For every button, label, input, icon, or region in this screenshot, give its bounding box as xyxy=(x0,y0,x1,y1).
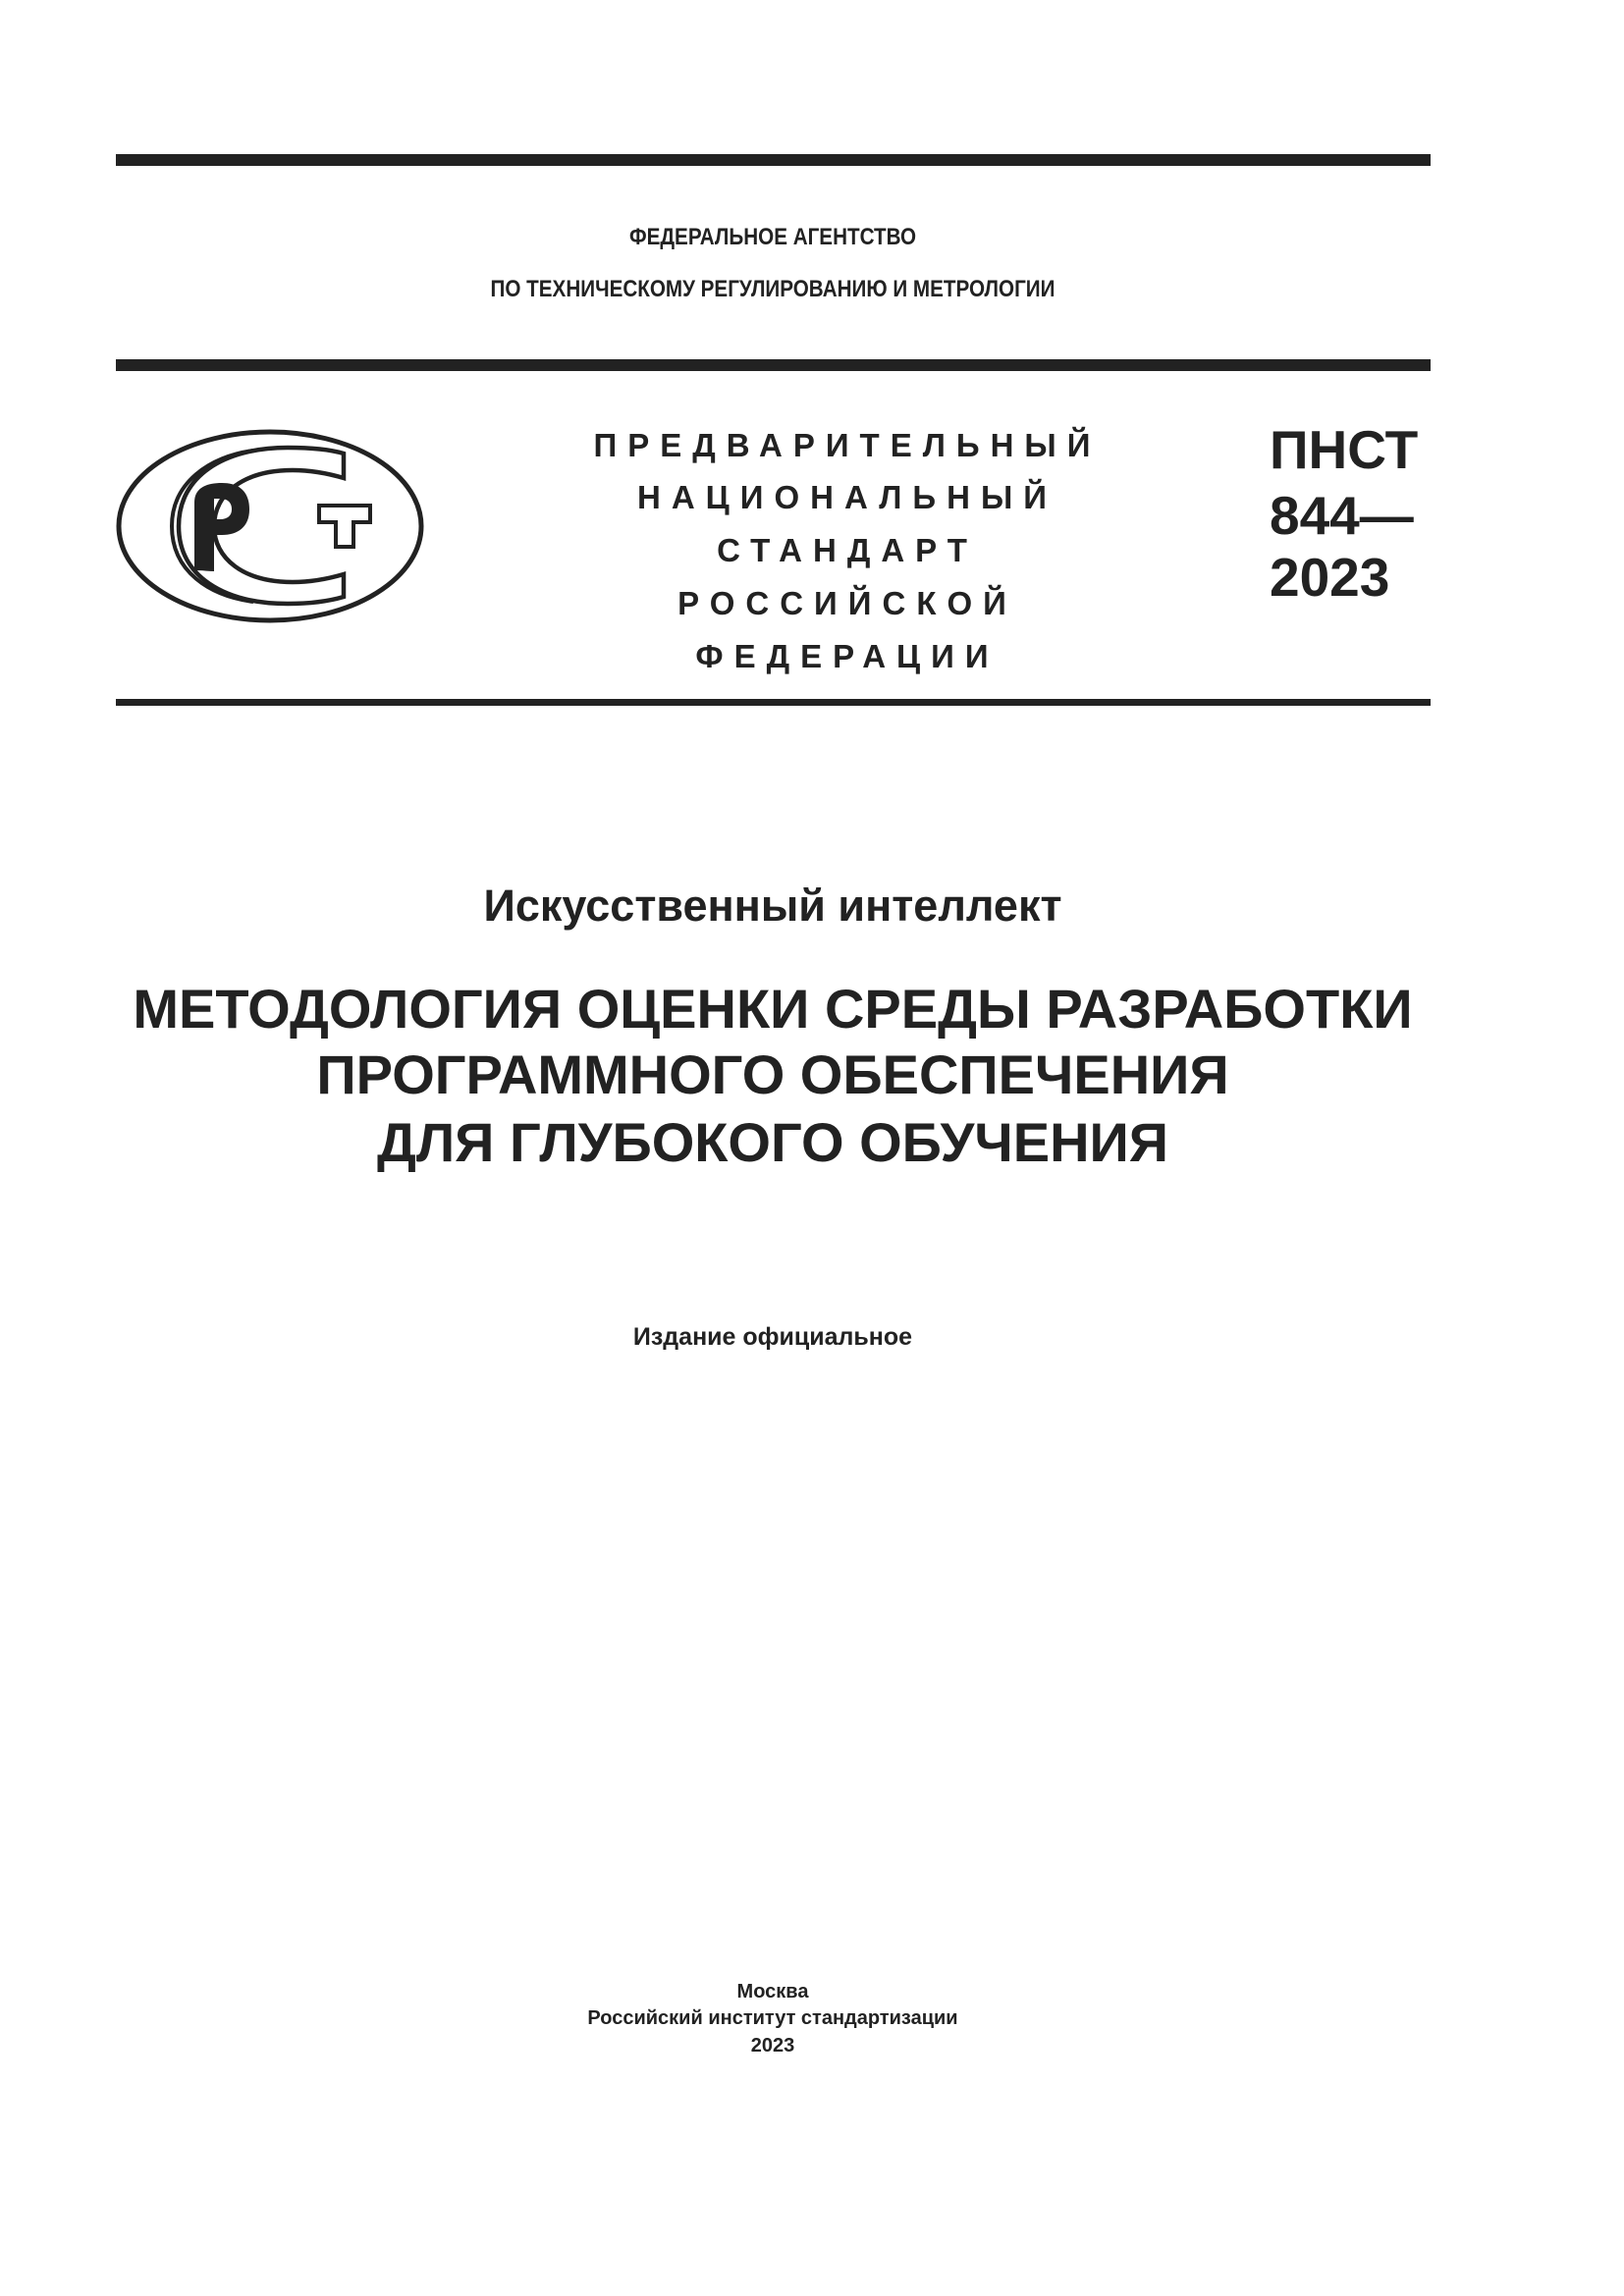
imprint-city: Москва xyxy=(736,1981,809,2002)
document-title-line-3: ДЛЯ ГЛУБОКОГО ОБУЧЕНИЯ xyxy=(376,1111,1169,1173)
document-subtitle: Искусственный интеллект xyxy=(483,881,1062,931)
edition-label: Издание официальное xyxy=(632,1323,913,1351)
document-title-line-2: ПРОГРАММНОГО ОБЕСПЕЧЕНИЯ xyxy=(316,1043,1229,1105)
header-rule xyxy=(116,359,1431,371)
standard-number: 844— xyxy=(1270,485,1414,546)
standard-type-line-5: ФЕДЕРАЦИИ xyxy=(695,638,1000,674)
standard-prefix: ПНСТ xyxy=(1270,419,1419,480)
agency-line-1: ФЕДЕРАЛЬНОЕ АГЕНТСТВО xyxy=(628,224,917,250)
document-title-line-1: МЕТОДОЛОГИЯ ОЦЕНКИ СРЕДЫ РАЗРАБОТКИ xyxy=(133,978,1413,1040)
standard-type-line-4: РОССИЙСКОЙ xyxy=(677,585,1017,621)
standard-year: 2023 xyxy=(1270,547,1390,608)
standard-type-line-2: НАЦИОНАЛЬНЫЙ xyxy=(637,479,1057,515)
rst-logo-icon xyxy=(116,429,424,623)
imprint-year: 2023 xyxy=(750,2035,795,2056)
agency-line-2: ПО ТЕХНИЧЕСКОМУ РЕГУЛИРОВАНИЮ И МЕТРОЛОГИИ xyxy=(490,276,1056,302)
standard-type-line-1: ПРЕДВАРИТЕЛЬНЫЙ xyxy=(593,427,1102,463)
top-rule xyxy=(116,154,1431,166)
imprint-publisher: Российский институт стандартизации xyxy=(587,2007,958,2029)
standard-type-line-3: СТАНДАРТ xyxy=(717,532,978,568)
section-rule xyxy=(116,699,1431,706)
